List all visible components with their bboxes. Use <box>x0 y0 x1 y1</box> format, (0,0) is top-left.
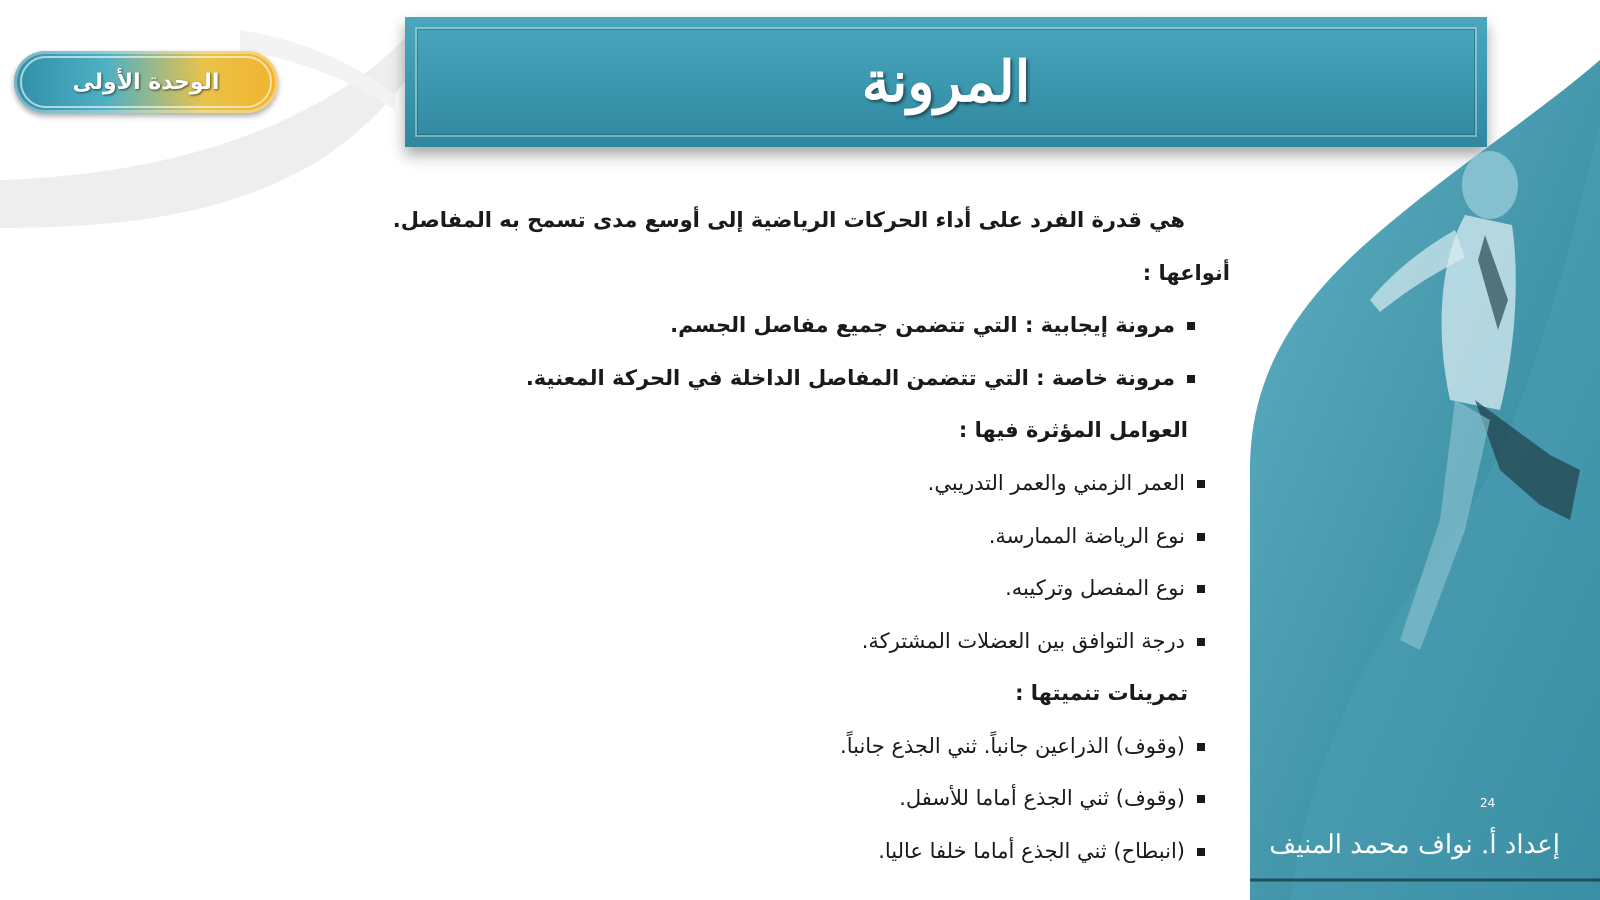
types-heading: أنواعها : <box>1142 261 1230 285</box>
page-number: 24 <box>1480 796 1496 810</box>
factor-item-text: نوع المفصل وتركيبه. <box>1005 576 1185 600</box>
bullet-icon <box>1197 743 1205 751</box>
list-item <box>526 363 1195 393</box>
bullet-icon <box>1197 638 1205 646</box>
unit-label: الوحدة الأولى <box>72 69 220 95</box>
bullet-icon <box>1197 480 1205 488</box>
list-item <box>928 468 1205 498</box>
list-item <box>1005 573 1205 603</box>
bullet-icon <box>1197 533 1205 541</box>
bullet-icon <box>1187 375 1195 383</box>
list-item <box>840 731 1205 761</box>
list-item <box>899 783 1205 813</box>
list-item <box>989 521 1205 551</box>
bullet-icon <box>1187 322 1195 330</box>
exercises-heading: تمرينات تنميتها : <box>1015 681 1188 705</box>
type-item-text: مرونة إيجابية : التي تتضمن جميع مفاصل الجسم. <box>670 313 1175 337</box>
bullet-icon <box>1197 585 1205 593</box>
exercise-item-text: (انبطاح) ثني الجذع أماما خلفا عاليا. <box>878 839 1185 863</box>
factors-heading: العوامل المؤثرة فيها : <box>958 418 1188 442</box>
list-item <box>670 310 1195 340</box>
factor-item-text: العمر الزمني والعمر التدريبي. <box>927 471 1185 495</box>
athlete-image-panel <box>1250 0 1600 900</box>
factor-item-text: نوع الرياضة الممارسة. <box>988 524 1185 548</box>
unit-badge <box>14 51 278 113</box>
type-item-text: مرونة خاصة : التي تتضمن المفاصل الداخلة في الحركة المعنية. <box>525 366 1175 390</box>
bullet-icon <box>1197 848 1205 856</box>
author-credit: إعداد أ. نواف محمد المنيف <box>1269 830 1560 860</box>
slide-title: المرونة <box>861 49 1031 115</box>
definition-text: هي قدرة الفرد على أداء الحركات الرياضية إلى أوسع مدى تسمح به المفاصل. <box>392 208 1185 232</box>
list-item <box>878 836 1205 866</box>
bullet-icon <box>1197 795 1205 803</box>
exercise-item-text: (وقوف) الذراعين جانباً. ثني الجذع جانباً. <box>840 734 1185 758</box>
factor-item-text: درجة التوافق بين العضلات المشتركة. <box>861 629 1185 653</box>
exercise-item-text: (وقوف) ثني الجذع أماما للأسفل. <box>899 786 1185 810</box>
list-item <box>862 626 1205 656</box>
